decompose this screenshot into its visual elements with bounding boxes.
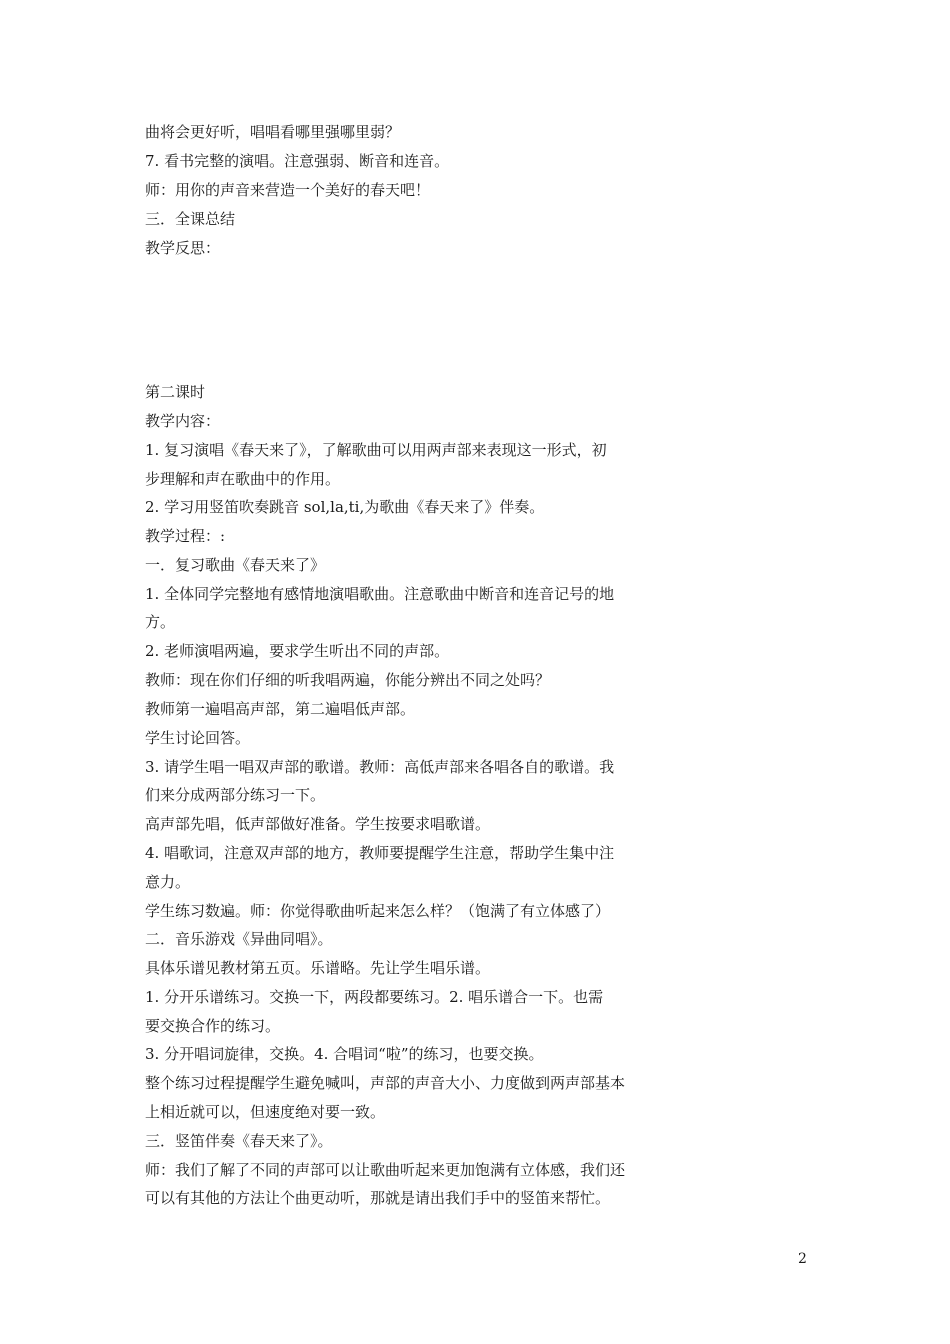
- text-line: 1. 复习演唱《春天来了》，了解歌曲可以用两声部来表现这一形式，初: [145, 441, 607, 459]
- text-line: 曲将会更好听，唱唱看哪里强哪里弱？: [145, 123, 401, 141]
- text-line: 1. 分开乐谱练习。交换一下，两段都要练习。2. 唱乐谱合一下。也需: [145, 988, 604, 1006]
- text-line: 可以有其他的方法让个曲更动听，那就是请出我们手中的竖笛来帮忙。: [145, 1189, 611, 1207]
- text-line: 具体乐谱见教材第五页。乐谱略。先让学生唱乐谱。: [145, 959, 491, 977]
- text-line: 7. 看书完整的演唱。注意强弱、断音和连音。: [145, 152, 450, 170]
- section-heading: 二．音乐游戏《异曲同唱》。: [145, 930, 333, 948]
- text-line: 师：我们了解了不同的声部可以让歌曲听起来更加饱满有立体感，我们还: [145, 1161, 626, 1179]
- text-line: 方。: [145, 613, 176, 631]
- text-line: 步理解和声在歌曲中的作用。: [145, 470, 341, 488]
- text-line: 3. 分开唱词旋律，交换。4. 合唱词“啦”的练习，也要交换。: [145, 1045, 544, 1063]
- text-line: 要交换合作的练习。: [145, 1017, 281, 1035]
- text-line: 4. 唱歌词，注意双声部的地方，教师要提醒学生注意，帮助学生集中注: [145, 844, 615, 862]
- text-line: 教学反思：: [145, 239, 221, 257]
- text-line: 整个练习过程提醒学生避免喊叫，声部的声音大小、力度做到两声部基本: [145, 1074, 626, 1092]
- text-line: 学生练习数遍。师：你觉得歌曲听起来怎么样？（饱满了有立体感了）: [145, 902, 611, 920]
- text-line: 师：用你的声音来营造一个美好的春天吧！: [145, 181, 431, 199]
- text-line: 意力。: [145, 873, 191, 891]
- text-line: 2. 学习用竖笛吹奏跳音 sol,la,ti,为歌曲《春天来了》伴奏。: [145, 498, 545, 516]
- section-heading: 三．全课总结: [145, 210, 236, 228]
- text-line: 教师：现在你们仔细的听我唱两遍，你能分辨出不同之处吗？: [145, 671, 551, 689]
- text-line: 2. 老师演唱两遍，要求学生听出不同的声部。: [145, 642, 450, 660]
- page-number: 2: [798, 1251, 807, 1267]
- section-heading: 一．复习歌曲《春天来了》: [145, 556, 326, 574]
- text-line: 教学内容：: [145, 412, 221, 430]
- text-line: 教学过程：:: [145, 527, 226, 545]
- text-line: 1. 全体同学完整地有感情地演唱歌曲。注意歌曲中断音和连音记号的地: [145, 585, 615, 603]
- text-line: 上相近就可以，但速度绝对要一致。: [145, 1103, 386, 1121]
- text-line: 们来分成两部分练习一下。: [145, 786, 326, 804]
- section-heading: 三．竖笛伴奏《春天来了》。: [145, 1132, 333, 1150]
- lesson-heading: 第二课时: [145, 383, 206, 401]
- text-line: 学生讨论回答。: [145, 729, 251, 747]
- text-line: 3. 请学生唱一唱双声部的歌谱。教师：高低声部来各唱各自的歌谱。我: [145, 758, 615, 776]
- text-line: 教师第一遍唱高声部，第二遍唱低声部。: [145, 700, 416, 718]
- text-line: 高声部先唱，低声部做好准备。学生按要求唱歌谱。: [145, 815, 491, 833]
